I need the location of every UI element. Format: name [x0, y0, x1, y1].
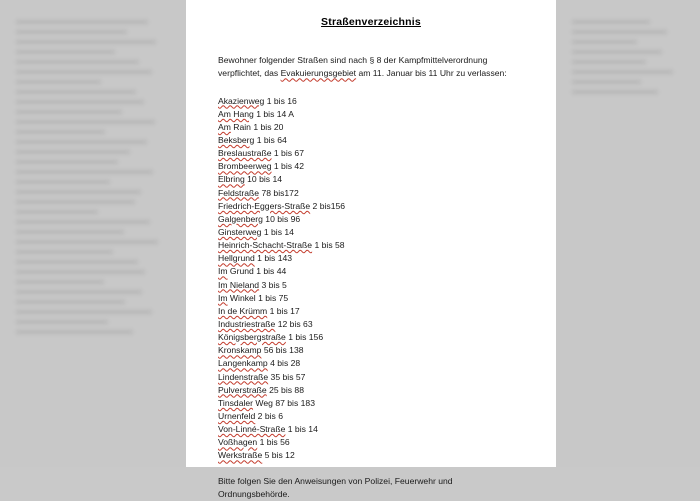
street-range: 10 bis 96 [262, 213, 301, 224]
street-name: Galgenberg [218, 213, 263, 224]
street-name: Ginsterweg [218, 227, 262, 238]
street-name: Tinsdaler [218, 397, 254, 408]
street-name: Königsbergstraße [218, 332, 286, 343]
list-item [218, 134, 524, 147]
street-range: 78 bis172 [259, 187, 299, 198]
street-range: 1 bis 156 [285, 332, 324, 343]
street-name: Pulverstraße [218, 384, 267, 395]
list-item [218, 397, 524, 410]
list-item [218, 95, 524, 108]
street-range: 56 bis 138 [261, 345, 304, 356]
street-name: Heinrich-Schacht-Straße [218, 240, 313, 251]
intro-paragraph [218, 54, 524, 81]
list-item [218, 318, 524, 331]
street-range: 1 bis 14 [261, 227, 294, 238]
list-item [218, 331, 524, 344]
outro-paragraph: Bitte folgen Sie den Anweisungen von Polizei, Feuerwehr und Ordnungsbehörde. [218, 475, 453, 499]
street-name: Voßhagen [218, 437, 258, 448]
list-item [218, 265, 524, 278]
street-name: Hellgrund [218, 253, 255, 264]
street-range: 3 bis 5 [259, 279, 287, 290]
street-range: 10 bis 14 [244, 174, 283, 185]
background-blur-left-lines [0, 0, 186, 354]
street-range: 1 bis 64 [254, 135, 287, 146]
street-range: Weg 87 bis 183 [253, 397, 315, 408]
street-name: Lindenstraße [218, 371, 269, 382]
background-blur-left [0, 0, 186, 467]
document-page [186, 0, 556, 499]
list-item [218, 344, 524, 357]
street-range: 5 bis 12 [262, 450, 295, 461]
list-item [218, 410, 524, 423]
street-range: 2 bis156 [310, 200, 346, 211]
street-name: Brombeerweg [218, 161, 272, 172]
list-item [218, 239, 524, 252]
street-name: Im [218, 266, 228, 277]
street-range: Rain 1 bis 20 [230, 121, 284, 132]
street-range: 1 bis 42 [271, 161, 304, 172]
list-item [218, 384, 524, 397]
street-range: 1 bis 58 [312, 240, 345, 251]
street-range: 2 bis 6 [255, 411, 283, 421]
list-item [218, 108, 524, 121]
list-item [218, 213, 524, 226]
street-name: Langenkamp [218, 358, 268, 369]
list-item [218, 279, 524, 292]
street-name: Kronskamp [218, 345, 262, 356]
list-item [218, 226, 524, 239]
intro-text-part2: am 11. Januar bis 11 Uhr zu verlassen: [356, 68, 507, 79]
street-range: 4 bis 28 [267, 358, 301, 369]
street-name: Friedrich-Eggers-Straße [218, 200, 311, 211]
street-name: Am Hang [218, 108, 254, 119]
street-name: Am [218, 121, 231, 132]
list-item [218, 436, 524, 449]
street-list [218, 95, 524, 463]
street-name: Feldstraße [218, 187, 260, 198]
street-range: 1 bis 67 [271, 148, 304, 159]
background-blur-right-lines [556, 0, 700, 114]
street-range: 1 bis 14 A [253, 108, 294, 119]
street-range: 1 bis 16 [264, 95, 297, 106]
list-item [218, 200, 524, 213]
street-range: Grund 1 bis 44 [227, 266, 287, 277]
street-name: Urnenfeld [218, 411, 256, 421]
list-item [218, 121, 524, 134]
list-item [218, 371, 524, 384]
street-name: Werkstraße [218, 450, 263, 461]
page-title: Straßenverzeichnis [321, 16, 421, 28]
intro-highlight-evakuierungsgebiet: Evakuierungsgebiet [280, 68, 357, 79]
street-name: Breslaustraße [218, 148, 272, 159]
street-range: 1 bis 17 [267, 305, 300, 316]
street-name: Von-Linné-Straße [218, 424, 286, 435]
list-item [218, 449, 524, 462]
background-blur-right [556, 0, 700, 467]
street-name: In de Krümm [218, 305, 268, 316]
list-item [218, 305, 524, 318]
list-item [218, 252, 524, 265]
street-range: 25 bis 88 [266, 384, 304, 395]
list-item [218, 173, 524, 186]
street-range: Winkel 1 bis 75 [227, 292, 289, 303]
list-item [218, 147, 524, 160]
list-item [218, 357, 524, 370]
list-item [218, 292, 524, 305]
street-name: Akazienweg [218, 95, 265, 106]
street-name: Im [218, 292, 228, 303]
street-name: Im Nieland [218, 279, 260, 290]
street-name: Elbring [218, 174, 245, 185]
street-range: 1 bis 143 [254, 253, 293, 264]
list-item [218, 423, 524, 436]
street-range: 12 bis 63 [275, 319, 313, 330]
street-range: 1 bis 56 [257, 437, 290, 448]
street-range: 1 bis 14 [285, 424, 318, 435]
intro-text-part1: Bewohner folgender Straßen sind nach § 8 der Kampfmittelverordnung verpflichtet, das [218, 55, 488, 79]
street-range: 35 bis 57 [268, 371, 306, 382]
list-item [218, 160, 524, 173]
list-item [218, 187, 524, 200]
street-name: Beksberg [218, 135, 255, 146]
street-name: Industriestraße [218, 319, 276, 330]
